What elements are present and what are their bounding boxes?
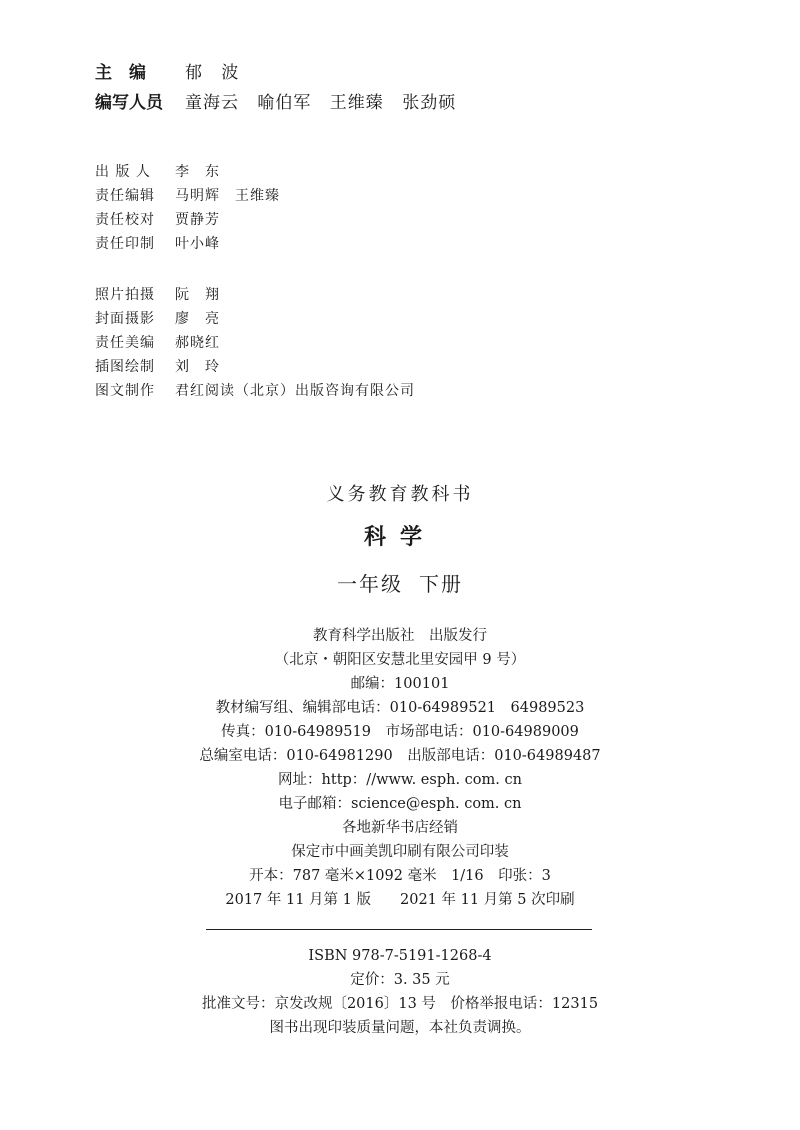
- staff-row: [95, 283, 415, 307]
- staff-group-2: [95, 283, 415, 403]
- price-line: 定价：3. 35 元: [350, 972, 450, 988]
- publisher-line: 教育科学出版社 出版发行: [313, 628, 487, 644]
- staff-role: 责任校对: [95, 212, 155, 228]
- staff-name: 李 东: [175, 164, 220, 180]
- staff-row: [95, 184, 280, 208]
- website-line: 网址：http：//www. esph. com. cn: [278, 772, 522, 788]
- staff-role: 责任美编: [95, 335, 155, 351]
- staff-row: [95, 331, 415, 355]
- fax-line: 传真：010-64989519 市场部电话：010-64989009: [221, 724, 579, 740]
- staff-name: 阮 翔: [175, 287, 220, 303]
- staff-group-1: [95, 160, 280, 256]
- writers-role: 编写人员: [95, 93, 163, 113]
- approval-line: 批准文号：京发改规〔2016〕13 号 价格举报电话：12315: [201, 996, 599, 1012]
- chief-editor-names: 郁 波: [185, 63, 240, 83]
- staff-role: 封面摄影: [95, 311, 155, 327]
- staff-row: [95, 208, 280, 232]
- printer-line: 保定市中画美凯印刷有限公司印装: [291, 844, 509, 860]
- staff-name: 贾静芳: [175, 212, 220, 228]
- staff-role: 责任印制: [95, 236, 155, 252]
- edition-line: 2017 年 11 月第 1 版 2021 年 11 月第 5 次印刷: [225, 892, 575, 908]
- book-title: 科学: [363, 525, 436, 550]
- staff-row: [95, 232, 280, 256]
- editorial-phone-line: 教材编写组、编辑部电话：010-64989521 64989523: [215, 700, 585, 716]
- grade-volume: [0, 568, 800, 597]
- postcode-line: 邮编：100101: [350, 676, 450, 692]
- writers-line: [95, 88, 456, 118]
- chief-editor-role: 主 编: [95, 63, 146, 83]
- format-line: 开本：787 毫米×1092 毫米 1/16 印张：3: [249, 868, 551, 884]
- isbn-line: ISBN 978-7-5191-1268-4: [308, 948, 492, 964]
- volume-label: 下册: [419, 572, 463, 596]
- staff-role: 责任编辑: [95, 188, 155, 204]
- pricing-info: [0, 944, 800, 1040]
- publication-info: [0, 624, 800, 912]
- office-phone-line: 总编室电话：010-64981290 出版部电话：010-64989487: [199, 748, 601, 764]
- staff-row: [95, 307, 415, 331]
- staff-row: [95, 160, 280, 184]
- staff-role: 出 版 人: [95, 164, 151, 180]
- email-line: 电子邮箱：science@esph. com. cn: [278, 796, 522, 812]
- staff-role: 照片拍摄: [95, 287, 155, 303]
- staff-name: 叶小峰: [175, 236, 220, 252]
- staff-role: 插图绘制: [95, 359, 155, 375]
- writers-names: 童海云 喻伯军 王维臻 张劲硕: [185, 93, 457, 113]
- staff-name: 君红阅读（北京）出版咨询有限公司: [175, 383, 415, 399]
- grade-label: 一年级: [337, 572, 403, 596]
- staff-name: 马明辉 王维臻: [175, 188, 280, 204]
- staff-row: [95, 379, 415, 403]
- quality-notice-line: 图书出现印装质量问题，本社负责调换。: [269, 1020, 531, 1036]
- series-title: 义务教育教科书: [326, 484, 474, 505]
- distribution-line: 各地新华书店经销: [342, 820, 458, 836]
- staff-name: 廖 亮: [175, 311, 220, 327]
- address-line: （北京・朝阳区安慧北里安园甲 9 号）: [274, 652, 526, 668]
- staff-name: 郝晓红: [175, 335, 220, 351]
- chief-editor-line: [95, 58, 456, 88]
- staff-name: 刘 玲: [175, 359, 220, 375]
- staff-row: [95, 355, 415, 379]
- credits-main: [95, 58, 456, 118]
- divider: [206, 929, 592, 930]
- staff-role: 图文制作: [95, 383, 155, 399]
